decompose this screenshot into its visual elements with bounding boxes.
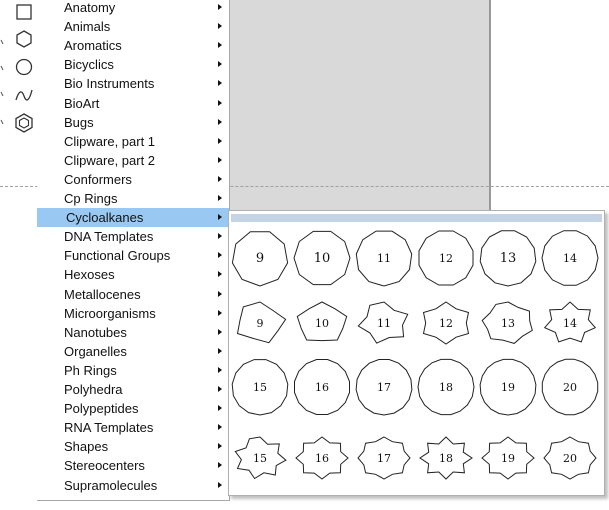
ring-size-label: 10 <box>313 251 331 266</box>
ring-size-label: 16 <box>315 381 329 394</box>
cycloalkane-template-regular-10[interactable] <box>294 231 350 284</box>
menu-item-organelles[interactable] <box>37 342 229 361</box>
cycloalkane-template-regular-17[interactable] <box>356 360 412 416</box>
ring-size-label: 20 <box>563 381 577 394</box>
templates-menu <box>37 0 230 501</box>
menu-item-label: Polyhedra <box>64 382 123 397</box>
submenu-arrow-icon <box>218 4 222 10</box>
freeform-curve-tool-icon[interactable] <box>13 84 35 106</box>
cycloalkane-template-puckered-9[interactable] <box>238 302 286 343</box>
menu-item-label: RNA Templates <box>64 420 154 435</box>
submenu-arrow-icon <box>218 424 222 430</box>
benzene-tool-icon[interactable] <box>13 112 35 134</box>
cycloalkane-template-regular-14[interactable] <box>542 231 598 286</box>
ring-size-label: 17 <box>377 381 391 394</box>
ring-size-label: 15 <box>253 452 267 465</box>
menu-item-shapes[interactable] <box>37 437 229 456</box>
ring-size-label: 17 <box>377 452 391 465</box>
menu-item-cycloalkanes[interactable] <box>37 208 229 227</box>
menu-item-label: Shapes <box>64 439 109 454</box>
menu-item-label: Cycloalkanes <box>66 210 144 225</box>
cycloalkane-template-puckered-16[interactable] <box>296 437 348 479</box>
menu-item-label: Supramolecules <box>64 478 158 493</box>
submenu-arrow-icon <box>218 310 222 316</box>
ring-size-label: 9 <box>255 251 265 266</box>
cycloalkane-template-regular-12[interactable] <box>419 231 473 285</box>
cycloalkane-template-puckered-14[interactable] <box>545 302 596 342</box>
submenu-arrow-icon <box>218 386 222 392</box>
ring-size-label: 15 <box>253 381 267 394</box>
ring-size-label: 12 <box>439 317 453 330</box>
cycloalkane-template-regular-20[interactable] <box>542 359 597 414</box>
document-canvas-area <box>230 0 490 215</box>
cycloalkane-template-regular-18[interactable] <box>418 359 474 414</box>
menu-item-dna-templates[interactable] <box>37 227 229 246</box>
cycloalkane-template-regular-15[interactable] <box>232 360 288 415</box>
menu-item-ph-rings[interactable] <box>37 361 229 380</box>
ring-size-label: 19 <box>501 381 515 394</box>
menu-item-label: Conformers <box>64 172 132 187</box>
menu-item-label: Clipware, part 2 <box>64 153 156 168</box>
cycloalkane-template-puckered-17[interactable] <box>358 437 410 479</box>
ring-size-label: 18 <box>439 381 453 394</box>
circle-tool-icon[interactable] <box>13 56 35 78</box>
cycloalkane-template-puckered-13[interactable] <box>482 302 532 343</box>
submenu-arrow-icon <box>218 23 222 29</box>
cycloalkane-template-regular-13[interactable] <box>480 231 536 286</box>
menu-item-label: Cp Rings <box>64 191 118 206</box>
tool-edge-marks <box>0 30 6 130</box>
cycloalkane-template-regular-16[interactable] <box>295 360 350 415</box>
menu-item-clipware-part-2[interactable] <box>37 151 229 170</box>
ring-size-label: 13 <box>501 317 515 330</box>
cycloalkane-template-puckered-10[interactable] <box>297 302 346 341</box>
menu-item-supramolecules[interactable] <box>37 476 229 495</box>
menu-item-animals[interactable] <box>37 17 229 36</box>
menu-item-label: Microorganisms <box>64 306 156 321</box>
menu-item-label: BioArt <box>64 96 100 111</box>
submenu-arrow-icon <box>218 119 222 125</box>
cycloalkanes-template-panel <box>228 210 605 496</box>
rectangle-tool-icon[interactable] <box>13 1 35 23</box>
cycloalkane-template-regular-11[interactable] <box>356 231 411 286</box>
submenu-arrow-icon <box>218 176 222 182</box>
cycloalkane-template-puckered-18[interactable] <box>420 437 472 479</box>
ring-size-label: 10 <box>315 317 329 330</box>
menu-item-label: Animals <box>64 19 111 34</box>
cycloalkane-template-puckered-11[interactable] <box>358 302 407 343</box>
tool-palette <box>0 0 37 510</box>
menu-item-label: Polypeptides <box>64 401 139 416</box>
cycloalkane-template-puckered-20[interactable] <box>544 437 596 479</box>
submenu-arrow-icon <box>218 405 222 411</box>
submenu-arrow-icon <box>218 348 222 354</box>
menu-item-label: Organelles <box>64 344 127 359</box>
submenu-arrow-icon <box>218 42 222 48</box>
menu-item-bioart[interactable] <box>37 94 229 113</box>
ring-size-label: 16 <box>315 452 329 465</box>
submenu-arrow-icon <box>218 100 222 106</box>
submenu-arrow-icon <box>218 482 222 488</box>
cycloalkane-template-regular-19[interactable] <box>480 359 536 415</box>
cycloalkane-template-puckered-19[interactable] <box>482 437 534 479</box>
ring-size-label: 19 <box>501 452 515 465</box>
cycloalkane-template-puckered-15[interactable] <box>235 437 286 479</box>
ring-size-label: 14 <box>563 252 577 265</box>
submenu-arrow-icon <box>218 195 222 201</box>
menu-item-bio-instruments[interactable] <box>37 74 229 93</box>
ring-size-label: 11 <box>377 252 391 265</box>
submenu-arrow-icon <box>218 233 222 239</box>
menu-item-bicyclics[interactable] <box>37 55 229 74</box>
menu-item-label: Clipware, part 1 <box>64 134 156 149</box>
submenu-arrow-icon <box>218 138 222 144</box>
menu-item-cp-rings[interactable] <box>37 189 229 208</box>
menu-item-anatomy[interactable] <box>37 0 229 17</box>
menu-item-stereocenters[interactable] <box>37 456 229 475</box>
menu-item-label: Bugs <box>64 115 94 130</box>
menu-item-label: Metallocenes <box>64 287 141 302</box>
submenu-arrow-icon <box>218 443 222 449</box>
menu-item-conformers[interactable] <box>37 170 229 189</box>
submenu-arrow-icon <box>218 367 222 373</box>
menu-item-label: Anatomy <box>64 0 116 15</box>
submenu-arrow-icon <box>218 271 222 277</box>
menu-item-metallocenes[interactable] <box>37 285 229 304</box>
submenu-arrow-icon <box>218 252 222 258</box>
menu-item-functional-groups[interactable] <box>37 246 229 265</box>
submenu-arrow-icon <box>218 157 222 163</box>
canvas-edge <box>489 0 491 215</box>
menu-item-clipware-part-1[interactable] <box>37 132 229 151</box>
menu-item-label: Hexoses <box>64 267 115 282</box>
menu-item-polyhedra[interactable] <box>37 380 229 399</box>
menu-item-bugs[interactable] <box>37 113 229 132</box>
menu-item-label: Stereocenters <box>64 458 145 473</box>
submenu-arrow-icon <box>218 80 222 86</box>
menu-item-nanotubes[interactable] <box>37 323 229 342</box>
ring-size-label: 11 <box>377 317 391 330</box>
submenu-arrow-icon <box>218 291 222 297</box>
ring-size-label: 12 <box>439 252 453 265</box>
menu-item-label: Aromatics <box>64 38 122 53</box>
menu-item-label: DNA Templates <box>64 229 154 244</box>
menu-item-label: Nanotubes <box>64 325 127 340</box>
ring-size-label: 20 <box>563 452 577 465</box>
menu-item-rna-templates[interactable] <box>37 418 229 437</box>
ring-size-label: 14 <box>563 317 577 330</box>
menu-item-label: Ph Rings <box>64 363 117 378</box>
ring-size-label: 18 <box>439 452 453 465</box>
menu-item-label: Functional Groups <box>64 248 171 263</box>
submenu-arrow-icon <box>218 462 222 468</box>
submenu-arrow-icon <box>218 214 222 220</box>
submenu-arrow-icon <box>218 329 222 335</box>
ring-size-label: 9 <box>256 317 264 330</box>
cycloalkane-template-regular-9[interactable] <box>232 232 287 286</box>
menu-item-microorganisms[interactable] <box>37 304 229 323</box>
menu-item-hexoses[interactable] <box>37 265 229 284</box>
ring-size-label: 13 <box>499 251 517 266</box>
submenu-arrow-icon <box>218 61 222 67</box>
cycloalkane-template-puckered-12[interactable] <box>424 302 469 344</box>
menu-item-label: Bicyclics <box>64 57 114 72</box>
menu-item-label: Bio Instruments <box>64 76 155 91</box>
template-grid <box>229 211 604 495</box>
menu-item-aromatics[interactable] <box>37 36 229 55</box>
hexagon-tool-icon[interactable] <box>13 28 35 50</box>
menu-item-polypeptides[interactable] <box>37 399 229 418</box>
